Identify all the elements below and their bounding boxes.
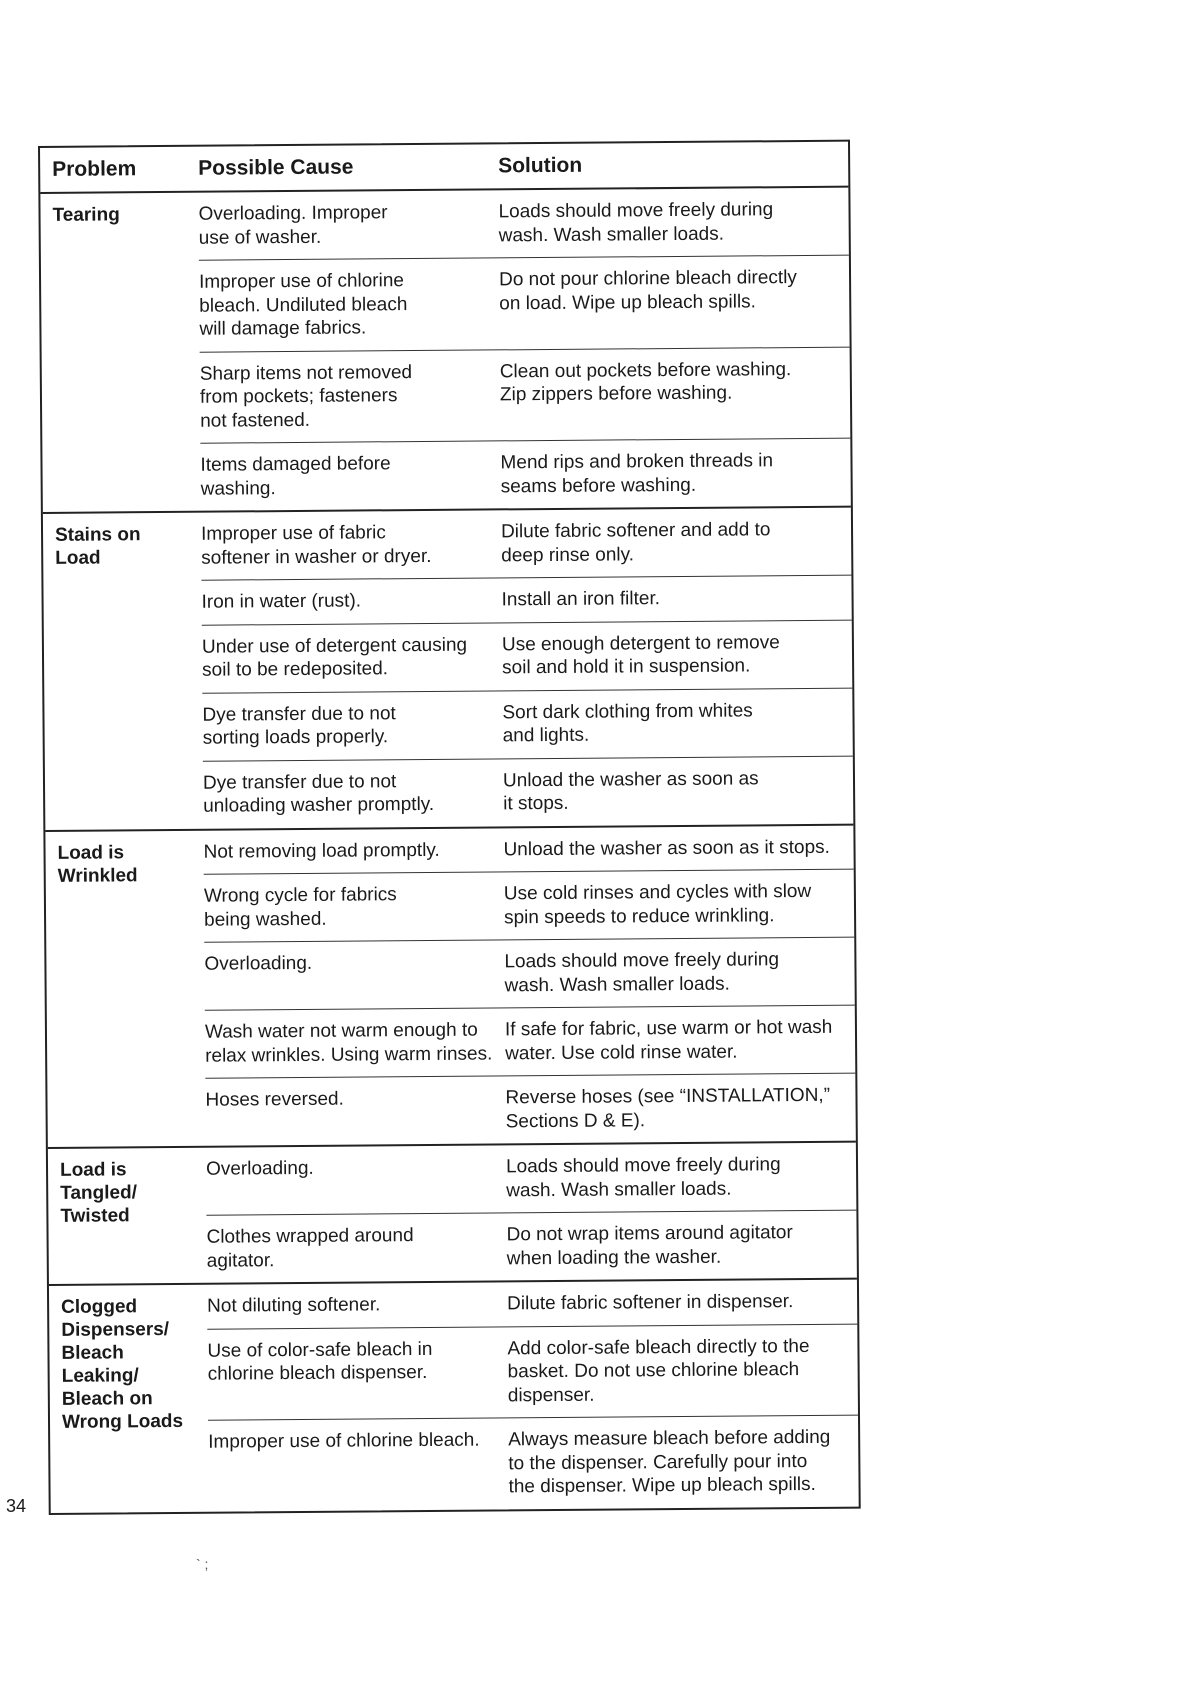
table-row <box>200 439 851 511</box>
table-row <box>205 1006 856 1079</box>
cause-cell: Hoses reversed. <box>205 1088 344 1111</box>
solution-cell: Always measure bleach before adding to the dispenser. Carefully pour into the dispenser. Wipe up bleach spills. <box>508 1426 831 1498</box>
header-solution: Solution <box>498 153 583 178</box>
problem-group-clogged-dispensers <box>49 1280 859 1513</box>
solution-cell: Do not wrap items around agitator when loading the washer. <box>506 1222 793 1269</box>
solution-cell: Install an iron filter. <box>501 588 661 611</box>
cause-cell: Clothes wrapped around agitator. <box>206 1225 414 1272</box>
solution-cell: Use cold rinses and cycles with slow spin speeds to reduce wrinkling. <box>503 880 812 928</box>
troubleshooting-table <box>38 140 861 1515</box>
table-row <box>205 1074 856 1146</box>
cause-cell: Overloading. <box>205 1157 314 1180</box>
cause-cell: Dye transfer due to not sorting loads properly. <box>202 702 396 749</box>
problem-label: Load is Tangled/ Twisted <box>59 1159 138 1227</box>
cause-cell: Wrong cycle for fabrics being washed. <box>203 884 397 931</box>
table-header <box>40 142 848 194</box>
cause-cell: Dye transfer due to not unloading washer promptly. <box>202 770 435 817</box>
table-row <box>202 688 853 761</box>
solution-cell: Add color-safe bleach directly to the basket. Do not use chlorine bleach dispenser. <box>507 1335 810 1406</box>
solution-cell: Mend rips and broken threads in seams before washing. <box>500 450 774 497</box>
scan-artifact: ` ; <box>196 1556 209 1572</box>
table-row <box>204 938 855 1011</box>
solution-cell: Sort dark clothing from whites and lights. <box>502 699 753 747</box>
cause-cell: Iron in water (rust). <box>201 590 362 613</box>
cause-cell: Wash water not warm enough to relax wrinkles. Using warm rinses. <box>204 1019 493 1067</box>
cause-cell: Not removing load promptly. <box>203 839 440 863</box>
problem-group-wrinkled <box>45 825 855 1149</box>
cause-cell: Improper use of fabric softener in washer or dryer. <box>200 522 432 569</box>
problem-group-stains <box>43 508 853 832</box>
solution-cell: Unload the washer as soon as it stops. <box>503 836 830 860</box>
problem-group-tangled <box>48 1143 857 1286</box>
cause-cell: Not diluting softener. <box>207 1294 381 1317</box>
cause-cell: Improper use of chlorine bleach. Undiluted bleach will damage fabrics. <box>198 270 408 340</box>
cause-cell: Overloading. Improper use of washer. <box>198 202 388 249</box>
cause-cell: Items damaged before washing. <box>200 453 391 500</box>
table-row <box>198 188 849 261</box>
table-row <box>206 1211 857 1283</box>
table-row <box>202 620 853 693</box>
solution-cell: If safe for fabric, use warm or hot wash water. Use cold rinse water. <box>504 1016 833 1064</box>
cause-cell: Sharp items not removed from pockets; fasteners not fastened. <box>199 361 413 432</box>
table-row <box>201 508 852 581</box>
table-row <box>208 1416 859 1512</box>
page-number: 34 <box>6 1496 27 1516</box>
solution-cell: Clean out pockets before washing. Zip zippers before washing. <box>499 358 792 406</box>
solution-cell: Dilute fabric softener and add to deep rinse only. <box>500 519 771 566</box>
table-row <box>203 756 854 828</box>
solution-cell: Unload the washer as soon as it stops. <box>502 767 759 815</box>
table-row <box>203 825 853 875</box>
cause-cell: Under use of detergent causing soil to be redeposited. <box>201 634 468 681</box>
header-possible-cause: Possible Cause <box>198 155 354 180</box>
problem-label: Clogged Dispensers/ Bleach Leaking/ Bleach on Wrong Loads <box>61 1296 184 1433</box>
problem-label: Tearing <box>52 204 120 226</box>
table-row <box>207 1280 857 1330</box>
table-row <box>201 576 851 626</box>
solution-cell: Loads should move freely during wash. Wash smaller loads. <box>498 199 774 246</box>
problem-label: Stains on Load <box>54 524 141 569</box>
table-row <box>204 870 855 943</box>
table-row <box>206 1143 857 1216</box>
cause-cell: Improper use of chlorine bleach. <box>208 1429 480 1453</box>
problem-group-tearing <box>40 188 850 514</box>
solution-cell: Loads should move freely during wash. Wash smaller loads. <box>504 949 780 996</box>
solution-cell: Dilute fabric softener in dispenser. <box>507 1291 794 1315</box>
solution-cell: Reverse hoses (see “INSTALLATION,” Sections D & E). <box>505 1084 831 1132</box>
problem-label: Load is Wrinkled <box>57 841 138 887</box>
table-row <box>199 256 850 353</box>
solution-cell: Use enough detergent to remove soil and hold it in suspension. <box>501 631 780 679</box>
table-row <box>200 347 851 444</box>
cause-cell: Overloading. <box>204 952 313 975</box>
solution-cell: Do not pour chlorine bleach directly on load. Wipe up bleach spills. <box>498 267 797 314</box>
header-problem: Problem <box>52 157 137 181</box>
table-row <box>207 1324 858 1421</box>
solution-cell: Loads should move freely during wash. Wash smaller loads. <box>505 1154 781 1201</box>
cause-cell: Use of color-safe bleach in chlorine bleach dispenser. <box>207 1338 433 1385</box>
